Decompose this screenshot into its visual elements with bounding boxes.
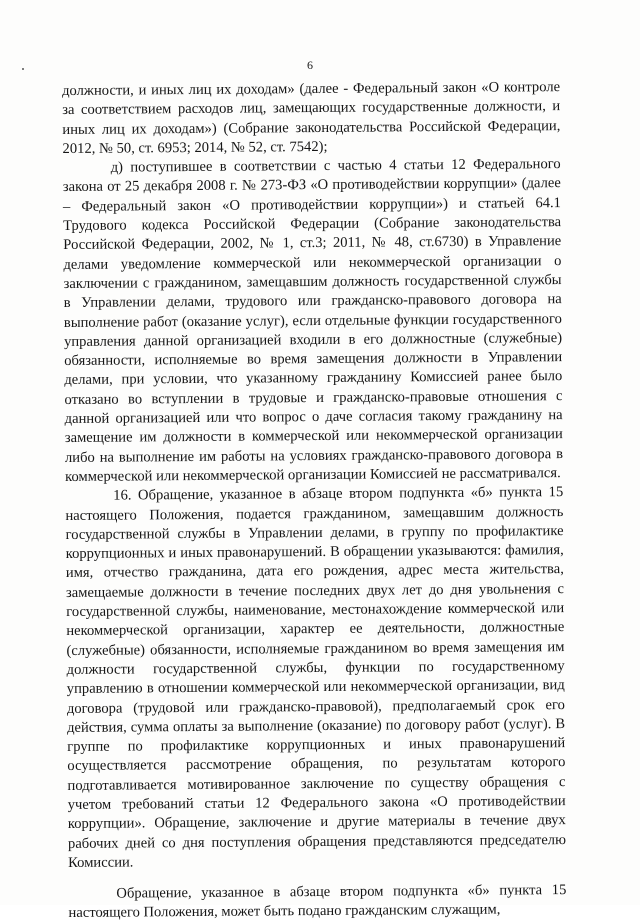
paragraph-continuation: должности, и иных лиц их доходам» (далее - Федеральный закон «О контроле за соответствием расходов лиц, замещающих государственные должности, и иных лиц их доходам») (Собрание законодательства Российской Федерации, 2012, № 50, ст. 6953; 2014, № 52, ст. 7542);: [62, 79, 561, 157]
page-number: 6: [307, 58, 313, 72]
paragraph-item-d: д) поступившее в соответствии с частью 4 статьи 12 Федерального закона от 25 декабря 2008 г. № 273-ФЗ «О противодействии коррупции» (далее – Федеральный закон «О противодействии коррупции») и статьей 64.1 Трудового кодекса Российской Федерации (Собрание законодательства Российской Федерации, 2002, № 1, ст.3; 2011, № 48, ст.6730) в Управление делами уведомление коммерческой или некоммерческой организации о заключении с гражданином, замещавшим должность государственной службы в Управлении делами, трудового или гражданско-правового договора на выполнение работ (оказание услуг), если отдельные функции государственного управления данной организацией входили в его должностные (служебные) обязанности, исполняемые во время замещения должности в Управлении делами, при условии, что указанному гражданину Комиссией ранее было отказано во вступлении в трудовые и гражданско-правовые отношения с данной организацией или что вопрос о даче согласия такому гражданину на замещение им должности в коммерческой или некоммерческой организации либо на выполнение им работы на условиях гражданско-правового договора в коммерческой или некоммерческой организации Комиссией не рассматривался.: [62, 156, 563, 485]
paragraph-appeal: Обращение, указанное в абзаце втором подпункта «б» пункта 15 настоящего Положения, может быть подано гражданским служащим,: [68, 882, 567, 922]
paragraph-16: 16. Обращение, указанное в абзаце втором подпункта «б» пункта 15 настоящего Положения, подается гражданином, замещавшим должность государственной службы в Управлении делами, в группу по профилактике коррупционных и иных правонарушений. В обращении указываются: фамилия, имя, отчество гражданина, дата его рождения, адрес места жительства, замещаемые должности в течение последних двух лет до дня увольнения с государственной службы, наименование, местонахождение коммерческой или некоммерческой организации, характер ее деятельности, должностные (служебные) обязанности, исполняемые гражданином во время замещения им должности государственной службы, функции по государственному управлению в отношении коммерческой или некоммерческой организации, вид договора (трудовой или гражданско-правовой), предполагаемый срок его действия, сумма оплаты за выполнение (оказание) по договору работ (услуг). В группе по профилактике коррупционных и иных правонарушений осуществляется рассмотрение обращения, по результатам которого подготавливается мотивированное заключение по существу обращения с учетом требований статьи 12 Федерального закона «О противодействии коррупции». Обращение, заключение и другие материалы в течение двух рабочих дней со дня поступления обращения представляются председателю Комиссии.: [65, 484, 567, 871]
document-body: [62, 78, 567, 924]
